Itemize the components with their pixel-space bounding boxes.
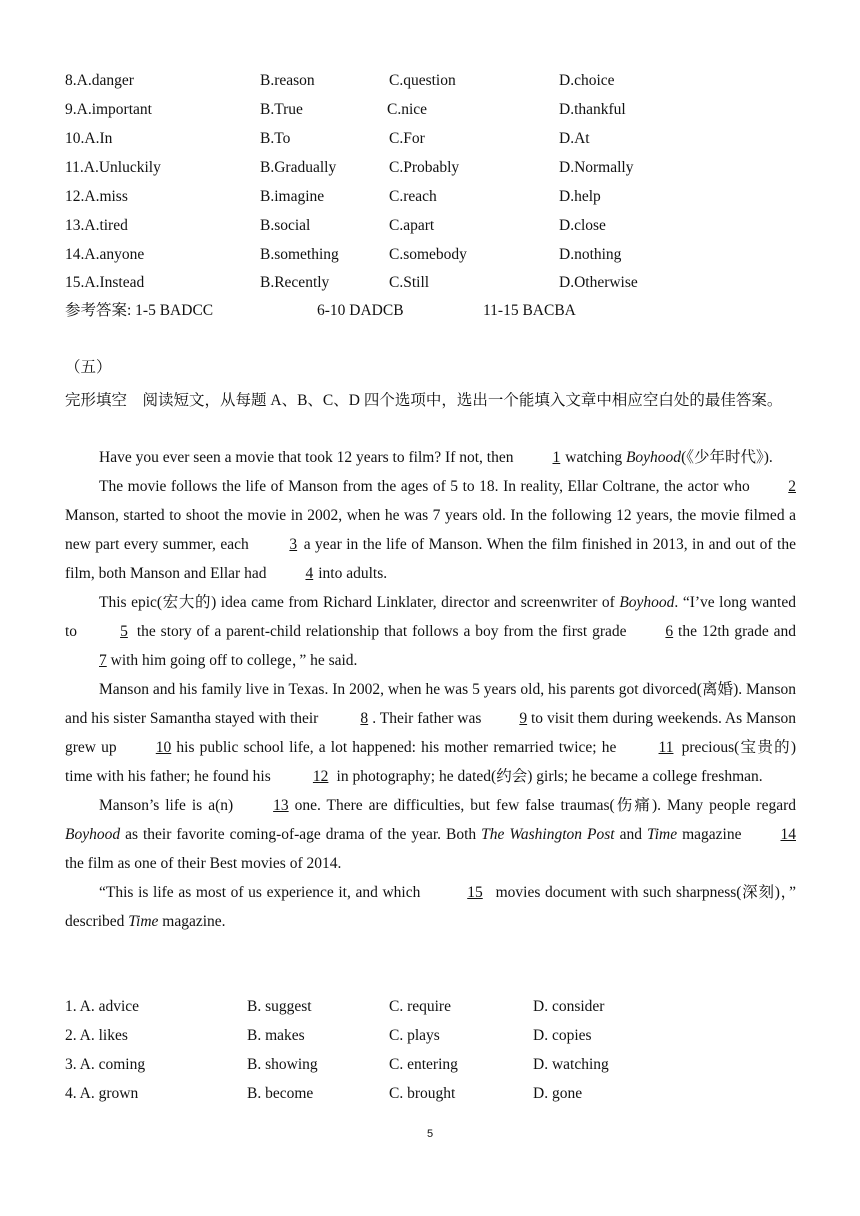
option: C. plays <box>389 1027 440 1044</box>
option: B.Gradually <box>260 159 337 176</box>
option: D.At <box>559 130 590 147</box>
paragraph-5 <box>65 791 796 878</box>
paragraph-6 <box>65 878 796 936</box>
text: and <box>614 826 647 843</box>
text: magazine <box>677 826 747 843</box>
cloze-passage <box>65 443 796 936</box>
text: precious(宝贵的) time with his father; he found his <box>65 739 796 785</box>
movie-title: Boyhood <box>625 449 682 466</box>
text: Have you ever seen a movie that took 12 years to film? If not, then <box>99 449 518 466</box>
movie-title: Boyhood <box>619 594 675 611</box>
text: . Their father was <box>372 710 486 727</box>
option: C.apart <box>389 217 435 234</box>
text: into adults. <box>314 565 388 582</box>
text: the film as one of their Best movies of 2014. <box>65 855 342 872</box>
option: C.For <box>389 130 425 147</box>
answer-key-group-1: 参考答案: 1-5 BADCC <box>65 302 214 319</box>
option: D.thankful <box>559 101 626 118</box>
option: D. copies <box>533 1027 592 1044</box>
paragraph-3 <box>65 588 796 675</box>
blank-4: 4 <box>305 565 314 582</box>
section-number: （五） <box>65 359 112 376</box>
option: B. become <box>247 1085 314 1102</box>
text: watching <box>561 449 626 466</box>
option: B.imagine <box>260 188 325 205</box>
option: 15.A.Instead <box>65 274 145 291</box>
option: D. gone <box>533 1085 583 1102</box>
option: 10.A.In <box>65 130 113 147</box>
option: C.question <box>389 72 456 89</box>
text: the story of a parent-child relationship that follows a boy from the first grade <box>131 623 632 640</box>
option: B. makes <box>247 1027 305 1044</box>
publication-title: Time <box>128 913 159 930</box>
text: in photography; he dated(约会) girls; he became a college freshman. <box>332 768 763 785</box>
option: D.choice <box>559 72 615 89</box>
option: D.Otherwise <box>559 274 638 291</box>
text: a year in the life of Manson. When the film finished in 2013, in and out of the film, both Manson and Ellar had <box>65 536 796 582</box>
text: movies document with such sharpness(深刻)，” described <box>65 884 796 930</box>
option: 1. A. advice <box>65 998 140 1015</box>
option: B.To <box>260 130 291 147</box>
option: D. watching <box>533 1056 609 1073</box>
text: Manson’s life is a(n) <box>99 797 240 814</box>
blank-3: 3 <box>289 536 298 553</box>
blank-2: 2 <box>788 478 796 495</box>
option: C.Still <box>389 274 430 291</box>
option: 9.A.important <box>65 101 152 118</box>
blank-8: 8 <box>360 710 369 727</box>
blank-13: 13 <box>273 797 289 814</box>
blank-10: 10 <box>155 739 172 756</box>
option: C. require <box>389 998 451 1015</box>
section-instructions: 完形填空 阅读短文，从每题 A、B、C、D 四个选项中，选出一个能填入文章中相应空白处的最佳答案。 <box>65 392 783 409</box>
option: D. consider <box>533 998 605 1015</box>
option: C.reach <box>389 188 437 205</box>
text: This epic(宏大的) idea came from Richard Linklater, director and screenwriter of <box>99 594 620 611</box>
blank-1: 1 <box>552 449 561 466</box>
option: 12.A.miss <box>65 188 128 205</box>
option: D.help <box>559 188 601 205</box>
option: 4. A. grown <box>65 1085 139 1102</box>
blank-5: 5 <box>120 623 128 640</box>
option: 13.A.tired <box>65 217 128 234</box>
text: “This is life as most of us experience it, and which <box>99 884 425 901</box>
option: 2. A. likes <box>65 1027 128 1044</box>
blank-14: 14 <box>780 826 796 843</box>
paragraph-2 <box>65 472 796 588</box>
blank-9: 9 <box>519 710 528 727</box>
option: D.nothing <box>559 246 622 263</box>
option: B.Recently <box>260 274 330 291</box>
option: 3. A. coming <box>65 1056 146 1073</box>
page-number: 5 <box>426 1128 434 1140</box>
blank-11: 11 <box>658 739 674 756</box>
paragraph-4 <box>65 675 796 791</box>
publication-title: Time <box>646 826 678 843</box>
text: to visit them during weekends. As Manson grew up <box>65 710 796 756</box>
paragraph-1 <box>65 443 796 472</box>
text: his public school life, a lot happened: his mother remarried twice; he <box>171 739 622 756</box>
movie-title: Boyhood <box>65 826 121 843</box>
option: B. suggest <box>247 998 312 1015</box>
answer-key-group-3: 11-15 BACBA <box>483 302 576 319</box>
option: B.social <box>260 217 311 234</box>
option: C.Probably <box>389 159 460 176</box>
text: with him going off to college，” he said. <box>106 652 358 669</box>
option: C. entering <box>389 1056 458 1073</box>
option: C.somebody <box>389 246 467 263</box>
option: B.something <box>260 246 339 263</box>
option: 8.A.danger <box>65 72 134 89</box>
blank-7: 7 <box>99 652 107 669</box>
blank-15: 15 <box>467 884 483 901</box>
publication-title: The Washington Post <box>481 826 615 843</box>
text: Manson, started to shoot the movie in 2002, when he was 7 years old. In the following 12 years, the movie filmed a new part every summer, each <box>65 507 796 553</box>
text: the 12th grade and <box>673 623 797 640</box>
option: D.close <box>559 217 606 234</box>
blank-6: 6 <box>665 623 674 640</box>
text: as their favorite coming-of-age drama of the year. Both <box>120 826 482 843</box>
text: magazine. <box>158 913 226 930</box>
option: C. brought <box>389 1085 456 1102</box>
text: one. There are difficulties, but few false traumas(伤痛). Many people regard <box>288 797 796 814</box>
option: 11.A.Unluckily <box>65 159 161 176</box>
text: Manson and his family live in Texas. In 2002, when he was 5 years old, his parents got divorced(离婚). Manson and his sister Samantha stayed with their <box>65 681 796 727</box>
answer-key-group-2: 6-10 DADCB <box>317 302 404 319</box>
option: D.Normally <box>559 159 634 176</box>
option: C.nice <box>387 101 428 118</box>
option: B.True <box>260 101 303 118</box>
option: B. showing <box>247 1056 318 1073</box>
blank-12: 12 <box>312 768 329 785</box>
text: The movie follows the life of Manson from the ages of 5 to 18. In reality, Ellar Coltrane, the actor who <box>99 478 755 495</box>
option: 14.A.anyone <box>65 246 145 263</box>
option: B.reason <box>260 72 315 89</box>
text: (《少年时代》). <box>681 449 773 466</box>
text: . “I’ve long wanted to <box>65 594 796 640</box>
